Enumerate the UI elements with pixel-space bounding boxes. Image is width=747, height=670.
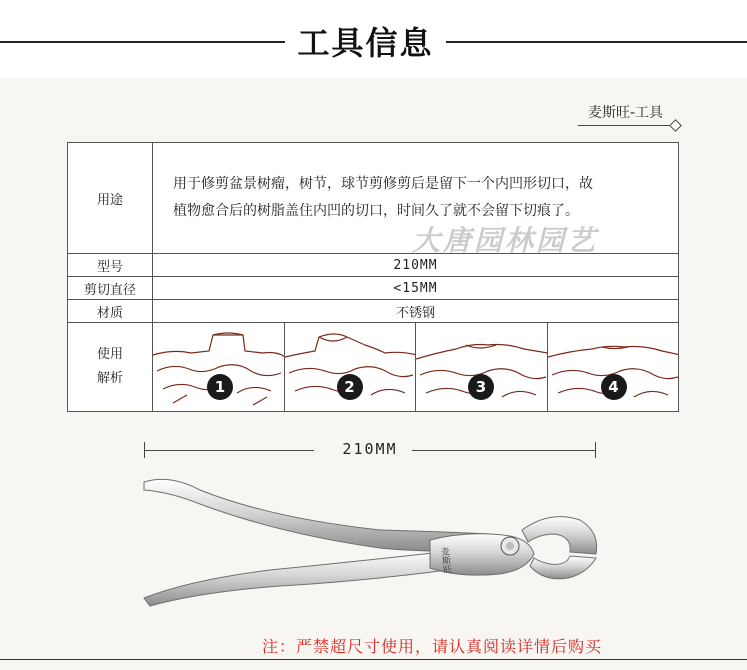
concave-cutter-image — [130, 470, 610, 620]
brand-tag: 麦斯旺-工具 — [588, 105, 664, 121]
model-label: 型号 — [68, 254, 153, 277]
page-title: 工具信息 — [297, 24, 434, 62]
info-table — [67, 142, 679, 412]
bottom-divider — [0, 659, 747, 660]
material-value: 不锈钢 — [153, 300, 679, 323]
title-line-left — [0, 41, 285, 43]
usage-label-line1: 使用 — [96, 347, 123, 362]
diameter-label: 剪切直径 — [68, 277, 153, 300]
title-line-right — [446, 41, 747, 43]
dimension-line-right — [412, 450, 596, 451]
tool-stamp: 麦斯旺 — [438, 546, 452, 575]
use-label: 用途 — [68, 143, 153, 254]
dimension-tick-right — [595, 442, 596, 458]
diameter-value: <15MM — [153, 277, 679, 300]
table-row-material — [68, 300, 679, 323]
dimension-line-left — [144, 450, 314, 451]
usage-notice: 注：严禁超尺寸使用，请认真阅读详情后购买 — [262, 637, 603, 656]
dimension-label: 210MM — [342, 440, 398, 458]
watermark: 大唐园林园艺 — [412, 224, 599, 257]
step-1-badge: 1 — [207, 374, 233, 400]
table-row-diameter — [68, 277, 679, 300]
step-4-badge: 4 — [601, 374, 627, 400]
table-row-usage — [68, 323, 679, 412]
usage-label-line2: 解析 — [96, 371, 123, 386]
usage-step-4-illustration — [548, 323, 679, 411]
use-text-line1: 用于修剪盆景树瘤，树节，球节剪修剪后是留下一个内凹形切口，故 — [173, 176, 593, 192]
usage-step-2-illustration — [285, 323, 417, 411]
usage-step-3-illustration — [416, 323, 548, 411]
use-text-line2: 植物愈合后的树脂盖住内凹的切口，时间久了就不会留下切痕了。 — [173, 203, 579, 219]
model-value: 210MM — [153, 254, 679, 277]
brand-underline — [578, 125, 673, 126]
material-label: 材质 — [68, 300, 153, 323]
title-bar — [0, 0, 747, 78]
step-3-badge: 3 — [468, 374, 494, 400]
usage-illustrations — [153, 323, 679, 412]
usage-step-1-illustration — [153, 323, 285, 411]
dimension-indicator — [140, 438, 600, 464]
step-2-badge: 2 — [337, 374, 363, 400]
usage-label — [68, 323, 153, 412]
